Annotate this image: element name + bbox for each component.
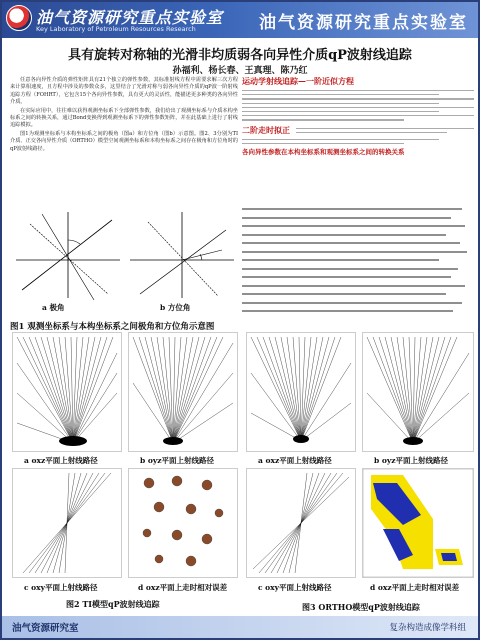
fig2c-label: c oxy平面上射线路径 [24,583,98,592]
equation-block [242,90,474,121]
footer-right-text: 复杂构造成像学科组 [389,623,466,633]
fig2b-ray-oyz [128,332,238,452]
fig1a-label: a 极角 [42,303,65,312]
fig2d-traveltime-error [128,468,238,578]
fig1a-polar-angle-diagram [12,210,124,302]
poster-title: 具有旋转对称轴的光滑非均质弱各向异性介质qP波射线追踪 [68,48,412,63]
fig3b-label: b oyz平面上射线路径 [374,456,448,465]
footer-left-text: 油气资源研究室 [12,623,79,634]
fig3a-ray-oxz [246,332,356,452]
fig3b-ray-oyz [362,332,474,452]
abstract-paragraph: 在实际应用中，往往难以获得观测坐标系下全部弹性参数，我们给出了观测坐标系与介质本构坐标系之间的转换关系，通过Bond变换得到观测坐标系下的弹性参数矩阵，并在此基础上进行了射线追踪模拟。 [10,107,238,129]
authors: 孙福利、杨长春、王真理、陈乃红 [172,66,308,76]
figure-1 [10,210,238,314]
fig2-caption: 图2 TI模型qP波射线追踪 [66,599,160,609]
header-banner [2,2,478,38]
fig2c-ray-oxy [12,468,122,578]
fig1-caption: 图1 观测坐标系与本构坐标系之间极角和方位角示意图 [10,322,215,332]
fig3a-label: a oxz平面上射线路径 [258,456,332,465]
lab-name-en: Key Laboratory of Petroleum Resources Research [36,25,196,33]
abstract-text [10,77,238,154]
transformation-matrix [242,206,474,317]
fig2b-label: b oyz平面上射线路径 [140,456,214,465]
formula-column [242,76,474,322]
lab-name-cn: 油气资源研究重点实验室 [36,8,224,27]
lab-logo-icon [6,5,32,31]
section-heading: 运动学射线追踪—一阶近似方程 [242,76,354,86]
fig3d-label: d oxz平面上走时相对误差 [370,583,460,592]
footer-banner [2,616,478,638]
lab-name-right: 油气资源研究重点实验室 [259,13,468,33]
section-subheading: 各向异性参数在本构坐标系和观测坐标系之间的转换关系 [242,148,405,157]
fig1b-label: b 方位角 [160,303,191,312]
fig3-caption: 图3 ORTHO模型qP波射线追踪 [302,602,420,612]
fig2d-label: d oxz平面上走时相对误差 [138,583,228,592]
abstract-paragraph: 任意各向异性介质的弹性矩阵具有21个独立的弹性参数，其标准射线方程中需要求解三次方程来计算相速度，且方程中涉及的参数众多，这里结合了光滑对称与弱各向异性介质的qP波一阶射线追踪方程（FOHRT），它包含15个各向异性参数，具有更大的灵活性，能描述更多种类的各向异性介质。 [10,77,238,106]
fig2a-label: a oxz平面上射线路径 [24,456,98,465]
fig2a-ray-oxz [12,332,122,452]
abstract-paragraph: 图1为观测坐标系与本构坐标系之间的极角（图a）和方位角（图b）示意图。图2、3分别为TI介质、正交各向异性介质（ORTHO）模型空间观测坐标系和本构坐标系之间存在极角和方位角时的qP波射线路径。 [10,130,238,152]
fig3c-ray-oxy [246,468,356,578]
fig3c-label: c oxy平面上射线路径 [258,583,332,592]
fig1b-azimuth-diagram [126,210,238,302]
fig3d-traveltime-error [362,468,474,578]
section-heading: 二阶走时拟正 [242,124,290,135]
